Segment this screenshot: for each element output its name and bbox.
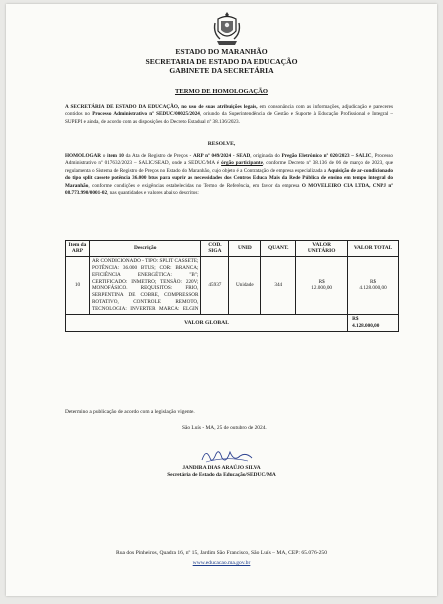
document-title: TERMO DE HOMOLOGAÇÃO (174, 88, 269, 95)
body-text-f: , originada do (250, 153, 282, 159)
intro-text-2: , oriundo da Superintendência de Gestão e Suporte à Educação Profissional e Integral – SUPEPI e ainda, de acordo com as disposições do Decreto Estadual nº 38.136/2023. (65, 111, 394, 125)
cell-quantity: 344 (261, 256, 296, 314)
cell-unit: Unidade (229, 256, 261, 314)
body-text-j: , conforme Decreto nº 38.136 de 06 de março de 2023, que regulamenta o Sistema de Registro de Preços no Estado do Maranhão, cujo objeto é a Contratação de empresa especializada a (65, 160, 393, 174)
document-page (6, 4, 437, 596)
unit-currency: R$ (318, 278, 325, 285)
cell-description: AR CONDICIONADO - TIPO: SPLIT CASSETE; POTÊNCIA: 36.000 BTUS; COR: BRANCA; EFICIÊNCIA ENERGÉTICA: "B"; CERTIFICADO: INMETRO; TENSÃO: 220V; MONOFÁSICO. REQUISITOS: FRIO, SERPENTINA DE COBRE, COMPRESSOR ROTATIVO, CONTROLE REMOTO, TECNOLOGIA: INVERTER MARCA: ELGIN (89, 256, 201, 314)
intro-paragraph (65, 104, 393, 126)
items-table (65, 240, 399, 332)
footer-website-link[interactable]: www.educacao.ma.gov.br (192, 559, 251, 566)
intro-text-1: em consonância com as informações, adjudicação e pareceres contidos no (65, 104, 393, 118)
header-unit: UNID (229, 241, 261, 257)
body-arp: ARP nº 049/2024 - SEAD (193, 153, 251, 159)
intro-process: Processo Administrativo nº SEDUC/00025/2024 (92, 111, 200, 118)
table-row (66, 256, 399, 314)
body-object: Aquisição de ar-condicionado do tipo split cassete potência 36.000 btus para suprir as necessidades dos Centros Educa Mais da Rede Pública de ensino em tempo integral do Maranhão (65, 167, 393, 189)
header-description: Descrição (89, 241, 201, 257)
total-currency: R$ (370, 278, 377, 285)
table-header-row (66, 241, 399, 257)
intro-authority: A SECRETÁRIA DE ESTADO DA EDUCAÇÃO, no uso de suas atribuições legais, (65, 104, 258, 110)
header-secretariat: SECRETARIA DE ESTADO DA EDUCAÇÃO (145, 56, 298, 66)
header-state: ESTADO DO MARANHÃO (175, 47, 268, 56)
letterhead (6, 47, 437, 76)
unit-amount: 12.000,00 (311, 285, 333, 292)
header-cod-siga: COD. SIGA (201, 241, 229, 257)
signer-role: Secretária de Estado da Educação/SEDUC/MA (167, 472, 276, 478)
body-orgao: órgão participante (221, 160, 263, 167)
header-item: Item da ARP (66, 241, 90, 257)
body-text-d: da Ata de Registro de Preços - (123, 153, 194, 159)
coat-of-arms-icon (212, 11, 242, 47)
body-text-n: , nas quantidades e valores abaixo descritos: (107, 190, 199, 197)
place-date: São Luís - MA, 25 de outubro de 2024. (182, 425, 267, 431)
cell-cod-siga: 45937 (201, 256, 229, 314)
footer-address: Rua dos Pinheiros, Quadra 16, nº 15, Jardim São Francisco, São Luís – MA, CEP: 65.076-250 (115, 550, 328, 556)
publication-note: Determino a publicação de acordo com a legislação vigente. (65, 409, 195, 415)
body-text-h: , Processo Administrativo nº 017632/2023 – SALIC/SEAD, onde a SEDUC/MA é (65, 153, 394, 167)
header-total-value: VALOR TOTAL (348, 241, 399, 257)
header-quantity: QUANT. (261, 241, 296, 257)
body-homologar: HOMOLOGAR (65, 153, 102, 159)
page-footer (6, 549, 437, 569)
total-amount: 4.128.000,00 (359, 285, 387, 292)
body-text-b: o (101, 153, 108, 159)
signature-block (6, 465, 437, 479)
global-currency: R$ (352, 316, 359, 323)
header-cabinet: GABINETE DA SECRETÁRIA (169, 66, 274, 76)
body-text-l: , conforme condições e exigências estabelecidas no Termo de Referência, em favor da empresa (88, 182, 302, 189)
cell-item: 10 (66, 256, 90, 314)
homologation-paragraph (65, 153, 393, 197)
body-pregao: Pregão Eletrônico nº 020/2023 – SALIC (281, 153, 372, 159)
body-item: item 10 (107, 153, 124, 159)
header-unit-value: VALOR UNITÁRIO (296, 241, 348, 257)
cell-unit-value (296, 256, 348, 314)
global-amount: 4.128.000,00 (352, 322, 380, 329)
global-row (66, 315, 399, 332)
signer-name: JANDIRA DIAS ARAÚJO SILVA (182, 465, 261, 471)
global-label: VALOR GLOBAL (66, 315, 348, 332)
cell-total-value (348, 256, 399, 314)
body-company: O MOVELEIRO CIA LTDA, CNPJ nº 08.773.990/0001-02 (65, 182, 393, 197)
cell-global-value (348, 315, 399, 332)
resolve-heading: RESOLVE, (207, 141, 236, 147)
